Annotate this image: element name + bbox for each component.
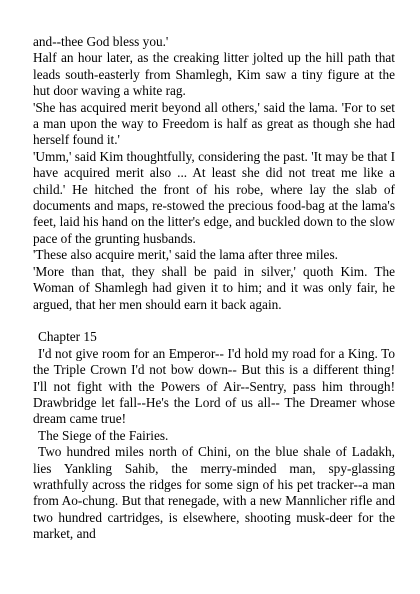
- section-gap: [33, 313, 395, 329]
- chapter-epigraph-verse: I'd not give room for an Emperor-- I'd hold my road for a King. To the Triple Crown I'd not bow down-- But this is a different thing! I'll not fight with the Powers of Air--Sentry, pass him through! Drawbridge let fall--He's the Lord of us all-- The Dreamer whose dream came true!: [33, 345, 395, 427]
- paragraph-paid-in-silver: 'More than that, they shall be paid in silver,' quoth Kim. The Woman of Shamlegh had given it to him; and it was only fair, he argued, that her men should earn it back again.: [33, 263, 395, 312]
- paragraph-kim-thoughtful: 'Umm,' said Kim thoughtfully, considering the past. 'It may be that I have acquired merit also ... At least she did not treat me like a child.' He hitched the front of his robe, where lay the slab of documents and maps, re-stowed the precious food-bag at the lama's feet, laid his hand on the litter's edge, and buckled down to the slow pace of the grunting husbands.: [33, 148, 395, 246]
- paragraph-farewell: and--thee God bless you.': [33, 34, 169, 49]
- paragraph-lama-merit: 'She has acquired merit beyond all others,' said the lama. 'For to set a man upon the way to Freedom is half as great as though she had herself found it.': [33, 99, 395, 148]
- chapter-heading: Chapter 15: [38, 329, 97, 345]
- paragraph-litter-departure: Half an hour later, as the creaking litter jolted up the hill path that leads south-easterly from Shamlegh, Kim saw a tiny figure at the hut door waving a white rag.: [33, 50, 395, 99]
- paragraph-three-miles: 'These also acquire merit,' said the lama after three miles.: [33, 247, 338, 263]
- verse-subtitle: The Siege of the Fairies.: [38, 427, 169, 443]
- book-page: [33, 34, 395, 543]
- paragraph-yankling-sahib: Two hundred miles north of Chini, on the blue shale of Ladakh, lies Yankling Sahib, the merry-minded man, spy-glassing wrathfully across the ridges for some sign of his pet tracker--a man from Ao-chung. But that renegade, with a new Mannlicher rifle and two hundred cartridges, is elsewhere, shooting musk-deer for the market, and: [33, 444, 395, 542]
